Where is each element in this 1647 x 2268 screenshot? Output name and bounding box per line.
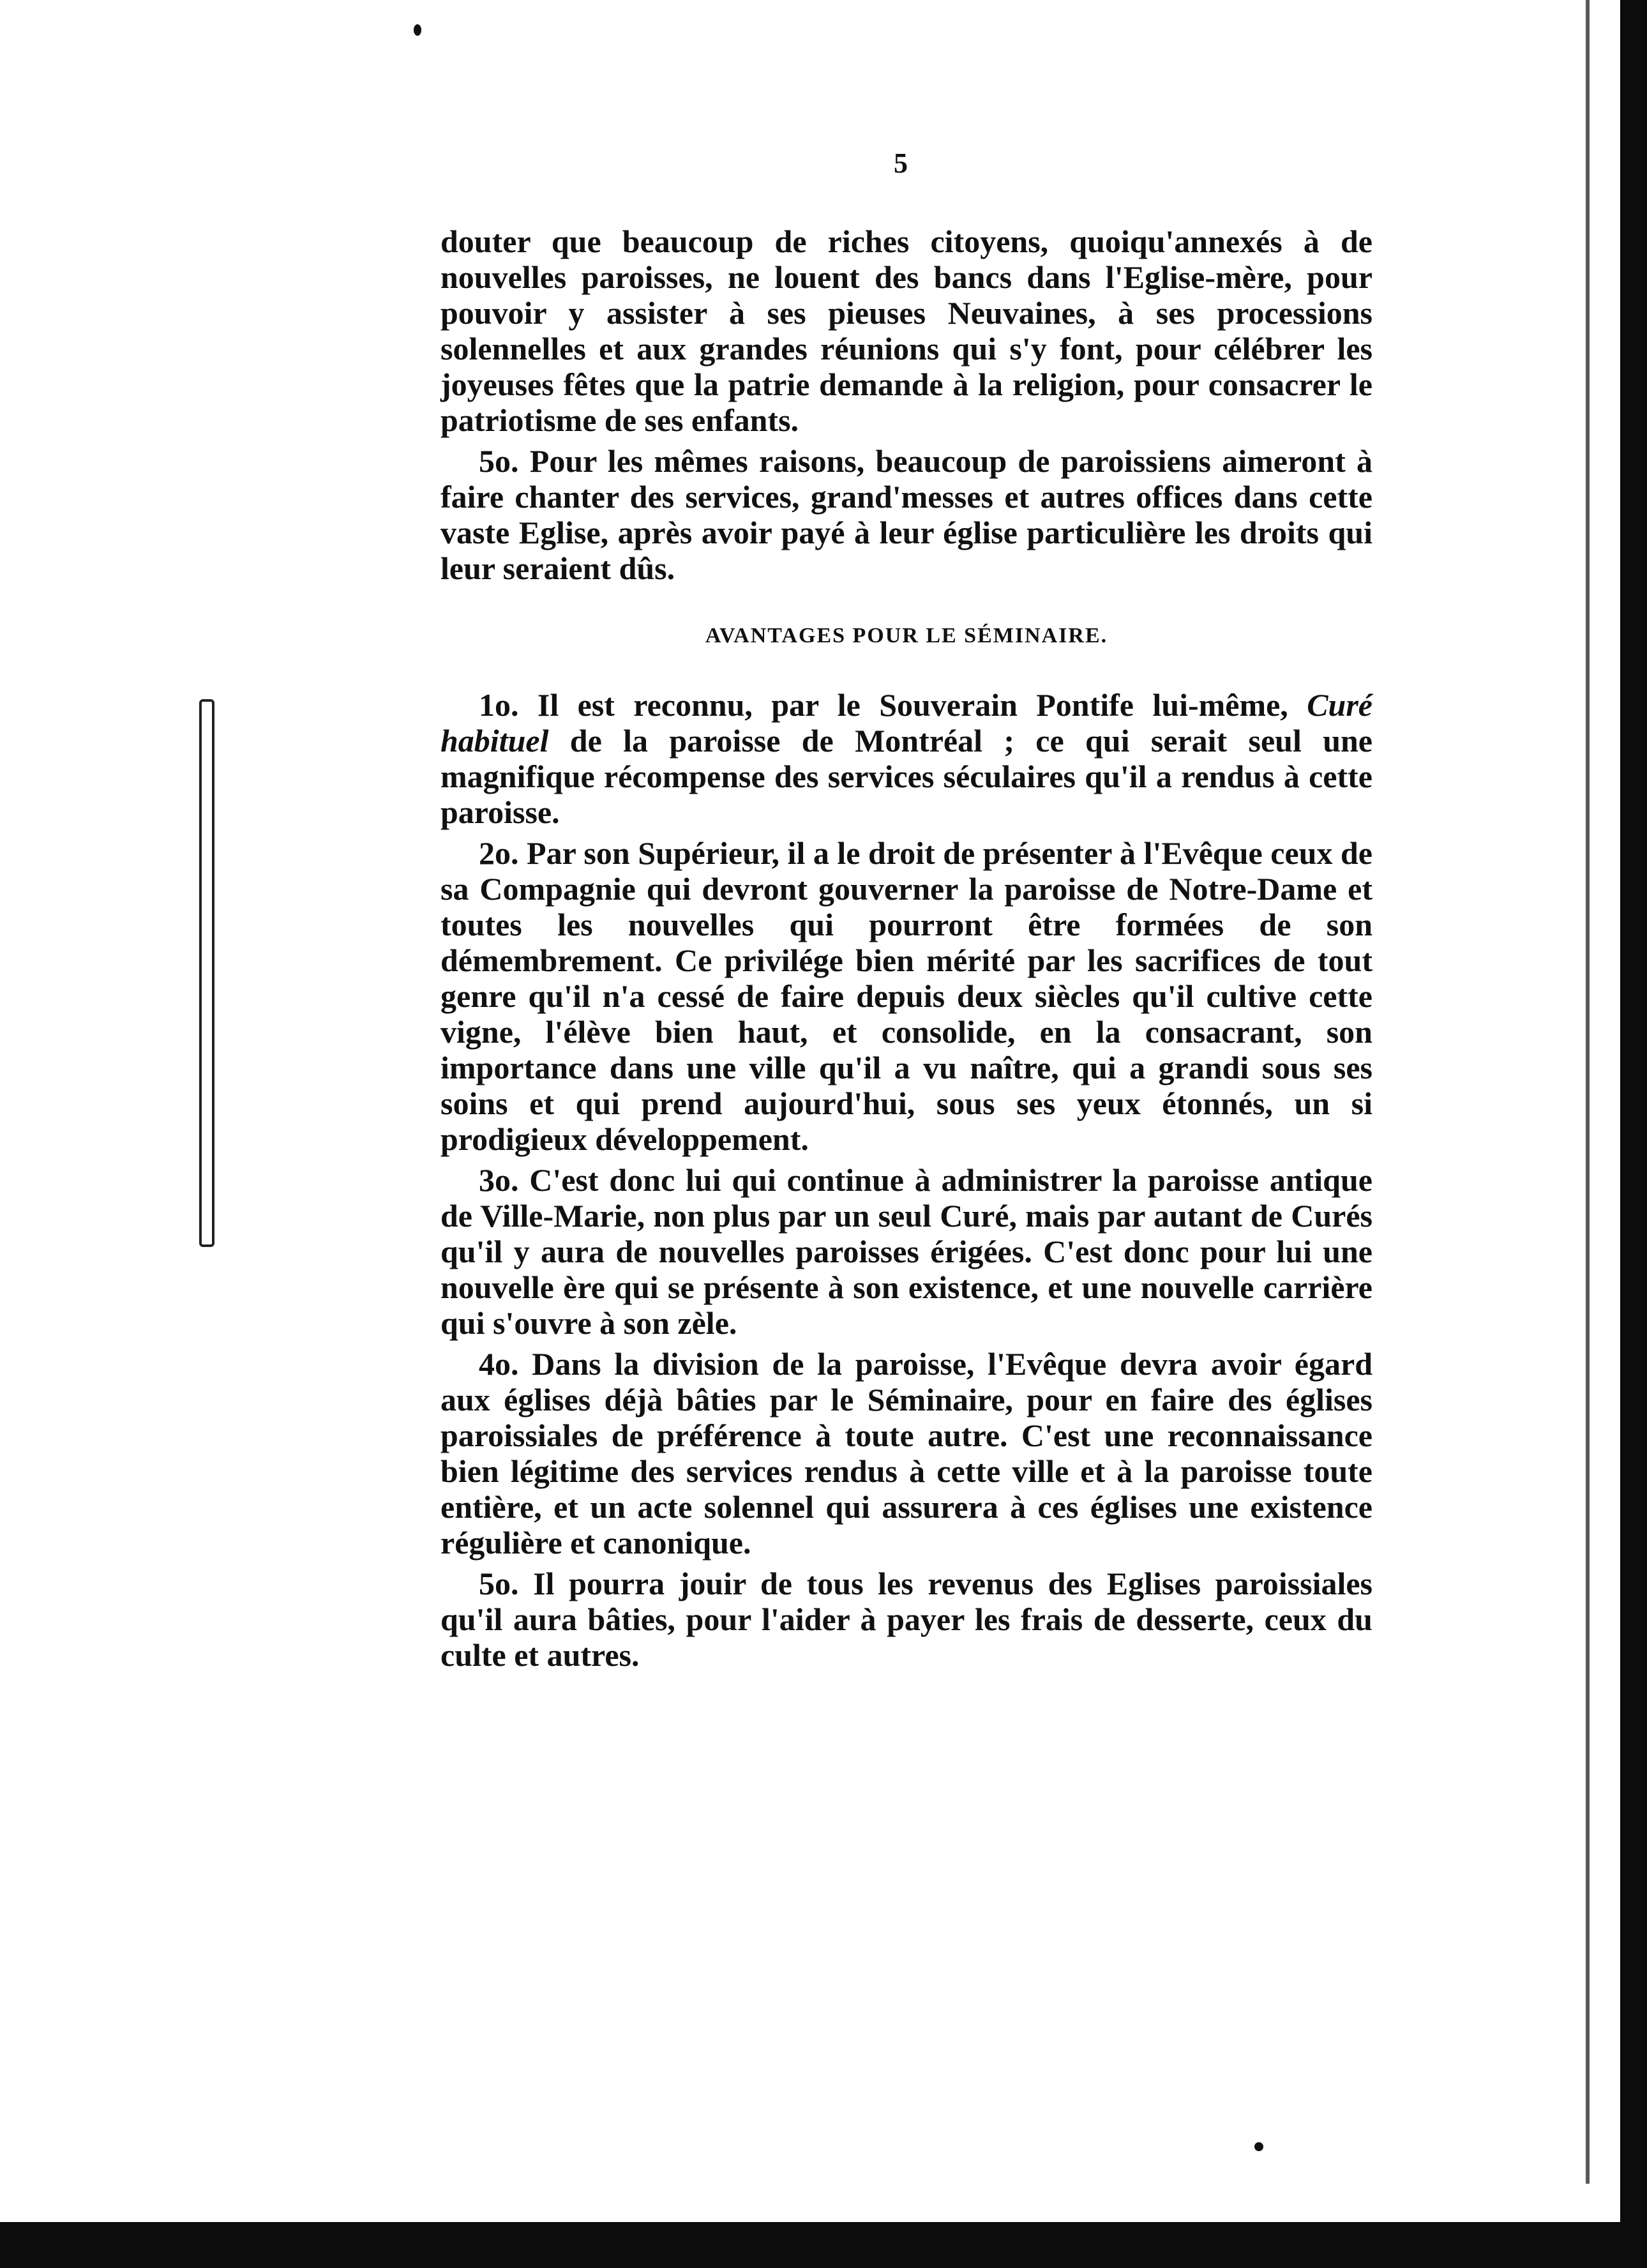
ink-speck	[414, 24, 421, 36]
paragraph-4o-division: 4o. Dans la division de la paroisse, l'Evêque devra avoir égard aux églises déjà bâties par le Séminaire, pour en faire des églises paroissiales de préférence à toute autre. C'est une reconnaissance bien légitime des services rendus à cette ville et à la paroisse toute entière, et un acte solennel qui assurera à ces églises une existence régulière et canonique.	[440, 1346, 1372, 1561]
page-number: 5	[894, 147, 908, 179]
paragraph-1o-text-end: de la paroisse de Montréal ; ce qui serait seul une magnifique récompense des services séculaires qu'il a rendus à cette paroisse.	[440, 723, 1372, 830]
paragraph-continuation: douter que beaucoup de riches citoyens, quoiqu'annexés à de nouvelles paroisses, ne louent des bancs dans l'Eglise-mère, pour pouvoir y assister à ses pieuses Neuvaines, à ses processions solennelles et aux grandes réunions qui s'y font, pour célébrer les joyeuses fêtes que la patrie demande à la religion, pour consacrer le patriotisme de ses enfants.	[440, 223, 1372, 438]
paragraph-1o-text-start: 1o. Il est reconnu, par le Souverain Pontife lui-même,	[479, 687, 1307, 723]
margin-bracket-mark	[199, 699, 214, 1247]
section-heading: AVANTAGES POUR LE SÉMINAIRE.	[705, 624, 1108, 647]
paragraph-3o-administration: 3o. C'est donc lui qui continue à administrer la paroisse antique de Ville-Marie, non plus par un seul Curé, mais par autant de Curés qu'il y aura de nouvelles paroisses érigées. C'est donc pour lui une nouvelle ère qui se présente à son existence, et une nouvelle carrière qui s'ouvre à son zèle.	[440, 1162, 1372, 1341]
page-edge-bottom	[0, 2222, 1647, 2268]
body-text	[440, 223, 1372, 1678]
ink-speck	[1254, 2142, 1263, 2151]
page-edge-right	[1620, 0, 1647, 2268]
page-fold-line	[1586, 0, 1590, 2184]
paragraph-1o-italic-term: Curé habituel	[440, 687, 1372, 759]
paragraph-2o-superieur: 2o. Par son Supérieur, il a le droit de présenter à l'Evêque ceux de sa Compagnie qui devront gouverner la paroisse de Notre-Dame et toutes les nouvelles qui pourront être formées de son démembrement. Ce privilége bien mérité par les sacrifices de tout genre qu'il n'a cessé de faire depuis deux siècles qu'il cultive cette vigne, l'élève bien haut, et consolide, en la consacrant, son importance dans une ville qu'il a vu naître, qui a grandi sous ses soins et qui prend aujourd'hui, sous ses yeux étonnés, un si prodigieux développement.	[440, 835, 1372, 1157]
paragraph-5o-revenus: 5o. Il pourra jouir de tous les revenus des Eglises paroissiales qu'il aura bâties, pour l'aider à payer les frais de desserte, ceux du culte et autres.	[440, 1566, 1372, 1673]
paragraph-1o-cure-habituel	[440, 687, 1372, 830]
paragraph-5o-services: 5o. Pour les mêmes raisons, beaucoup de paroissiens aimeront à faire chanter des services, grand'messes et autres offices dans cette vaste Eglise, après avoir payé à leur église particulière les droits qui leur seraient dûs.	[440, 443, 1372, 586]
